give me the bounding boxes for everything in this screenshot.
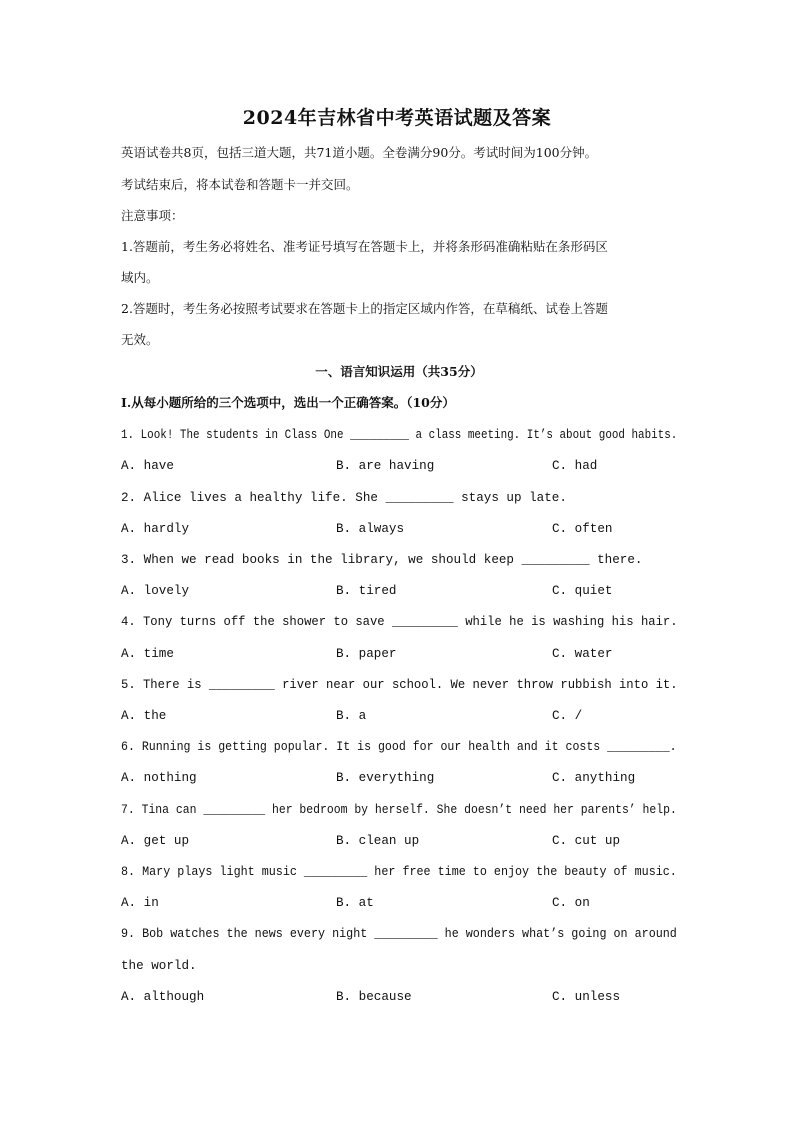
note-1-line-a: 1.答题前，考生务必将姓名、准考证号填写在答题卡上，并将条形码准确粘贴在条形码区 [121, 239, 608, 254]
question-4-option-c: C. water [552, 647, 613, 661]
question-3-stem: 3. When we read books in the library, we should keep _________ there. [121, 553, 643, 567]
question-2-option-c: C. often [552, 522, 613, 536]
question-6-option-b: B. everything [336, 771, 435, 785]
section-title: 一、语言知识运用（共35分） [315, 364, 483, 379]
question-5-option-b: B. a [336, 709, 367, 723]
question-5-stem: 5. There is _________ river near our school. We never throw rubbish into it. [121, 678, 678, 692]
question-8-stem: 8. Mary plays light music _________ her free time to enjoy the beauty of music. [121, 865, 677, 879]
question-9-option-c: C. unless [552, 990, 621, 1004]
part-title: Ⅰ.从每小题所给的三个选项中，选出一个正确答案。（10分） [121, 395, 455, 410]
question-7-option-b: B. clean up [336, 834, 420, 848]
note-2-line-b: 无效。 [121, 332, 159, 347]
note-2-line-a: 2.答题时，考生务必按照考试要求在答题卡上的指定区域内作答，在草稿纸、试卷上答题 [121, 301, 608, 316]
note-1-line-b: 域内。 [121, 270, 159, 285]
question-6-option-a: A. nothing [121, 771, 197, 785]
question-1-option-b: B. are having [336, 459, 435, 473]
question-2-option-a: A. hardly [121, 522, 190, 536]
question-8-option-b: B. at [336, 896, 374, 910]
question-3-option-a: A. lovely [121, 584, 190, 598]
question-1-option-a: A. have [121, 459, 174, 473]
question-7-stem: 7. Tina can _________ her bedroom by herself. She doesn’t need her parents’ help. [121, 803, 677, 817]
question-2-stem: 2. Alice lives a healthy life. She _________ stays up late. [121, 491, 567, 505]
question-6-stem: 6. Running is getting popular. It is good for our health and it costs _________. [121, 740, 677, 754]
question-3-option-b: B. tired [336, 584, 397, 598]
question-5-option-c: C. / [552, 709, 583, 723]
question-8-option-c: C. on [552, 896, 590, 910]
question-8-option-a: A. in [121, 896, 159, 910]
intro-line-2: 考试结束后，将本试卷和答题卡一并交回。 [121, 177, 359, 192]
intro-line-1: 英语试卷共8页，包括三道大题，共71道小题。全卷满分90分。考试时间为100分钟。 [121, 145, 598, 160]
question-7-option-a: A. get up [121, 834, 190, 848]
question-6-option-c: C. anything [552, 771, 636, 785]
question-4-option-a: A. time [121, 647, 174, 661]
question-9-option-a: A. although [121, 990, 205, 1004]
notice-heading: 注意事项： [121, 208, 184, 223]
question-2-option-b: B. always [336, 522, 405, 536]
question-9-stem: 9. Bob watches the news every night _________ he wonders what’s going on around [121, 927, 677, 941]
question-1-option-c: C. had [552, 459, 598, 473]
question-5-option-a: A. the [121, 709, 167, 723]
question-3-option-c: C. quiet [552, 584, 613, 598]
question-1-stem: 1. Look! The students in Class One _________ a class meeting. It’s about good habits. [121, 428, 678, 442]
question-9-stem-continued: the world. [121, 959, 197, 973]
page-title: 2024年吉林省中考英语试题及答案 [242, 107, 552, 129]
question-4-stem: 4. Tony turns off the shower to save _________ while he is washing his hair. [121, 615, 678, 629]
question-7-option-c: C. cut up [552, 834, 621, 848]
question-4-option-b: B. paper [336, 647, 397, 661]
question-9-option-b: B. because [336, 990, 412, 1004]
